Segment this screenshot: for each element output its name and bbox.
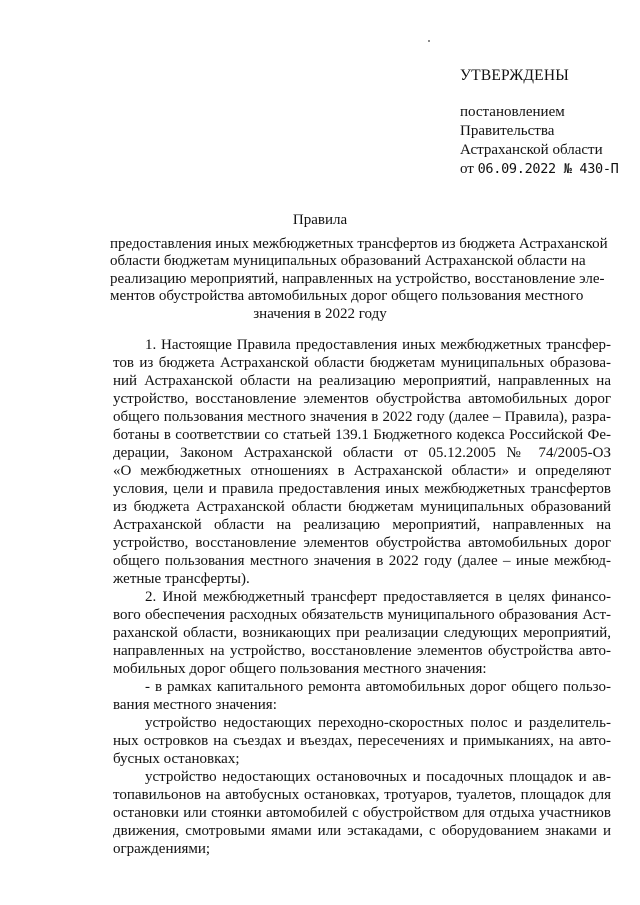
paragraph-line: остановки или стоянки автомобилей с обустройством для отдыха участников — [113, 805, 611, 821]
paragraph-line: ботаны в соответствии со статьей 139.1 Бюджетного кодекса Российской Фе- — [113, 427, 611, 443]
paragraph-line: общего пользования местного значения в 2022 году (далее – Правила), разра- — [113, 409, 611, 425]
document-title — [110, 212, 608, 324]
paragraph-line: бусных остановках; — [113, 751, 240, 767]
paragraph-line: устройство, восстановление элементов обустройства автомобильных дорог — [113, 391, 611, 407]
title-line: ментов обустройства автомобильных дорог общего пользования местного — [110, 288, 584, 305]
paragraph-line: Астраханской области на реализацию мероприятий, направленных на — [113, 517, 611, 533]
paragraph-line: вания местного значения: — [113, 697, 277, 713]
title-line: реализацию мероприятий, направленных на устройство, восстановление эле- — [110, 270, 605, 287]
paragraph-line: тов из бюджета Астраханской области бюджетам муниципальных образова- — [113, 355, 611, 371]
paragraph-line: ных островков на съездах и въездах, пересечениях и примыканиях, на авто- — [113, 733, 611, 749]
approval-heading: УТВЕРЖДЕНЫ — [460, 67, 569, 84]
paragraph-line: направленных на устройство, восстановление элементов обустройства авто- — [113, 643, 611, 659]
title-line: значения в 2022 году — [253, 305, 387, 322]
paragraph-line: «О межбюджетных отношениях в Астраханской области» и определяют — [113, 463, 611, 479]
document-body — [113, 336, 611, 858]
approval-line-3: Астраханской области — [460, 142, 603, 158]
paragraph-line: устройство недостающих остановочных и посадочных площадок и ав- — [145, 769, 611, 785]
paragraph-line: движения, смотровыми ямами или эстакадами, с оборудованием знаками и — [113, 823, 611, 839]
approval-date-stamp: 06.09.2022 № 430-П — [477, 161, 619, 177]
approval-date-line — [460, 160, 635, 179]
paragraph-line: из бюджета Астраханской области бюджетам муниципальных образований — [113, 499, 611, 515]
approval-line-2: Правительства — [460, 123, 555, 139]
paragraph-line: дерации, Законом Астраханской области от 05.12.2005 № 74/2005-ОЗ — [113, 445, 611, 461]
paragraph-line: общего пользования местного значения в 2022 году (далее – иные межбюд- — [113, 553, 611, 569]
title-line: предоставления иных межбюджетных трансфертов из бюджета Астраханской — [110, 235, 608, 252]
paragraph-line: устройство, восстановление элементов обустройства автомобильных дорог — [113, 535, 611, 551]
paragraph-line: раханской области, возникающих при реализации следующих мероприятий, — [113, 625, 611, 641]
title-line: области бюджетам муниципальных образований Астраханской области на — [110, 253, 586, 270]
paragraph-line: ограждениями; — [113, 841, 211, 857]
paragraph-line: мобильных дорог общего пользования местного значения: — [113, 661, 487, 677]
title-main: Правила — [292, 212, 348, 228]
paragraph-line: 2. Иной межбюджетный трансферт предоставляется в целях финансо- — [145, 589, 611, 605]
paragraph-line: жетные трансферты). — [113, 571, 250, 587]
paragraph-line: устройство недостающих переходно-скоростных полос и разделитель- — [145, 715, 611, 731]
scan-speck — [428, 40, 430, 42]
paragraph-line: топавильонов на автобусных остановках, тротуаров, туалетов, площадок для — [113, 787, 611, 803]
paragraph-line: условия, цели и правила предоставления иных межбюджетных трансфертов — [113, 481, 611, 497]
approval-date-prefix: от — [460, 161, 474, 177]
approval-line-1: постановлением — [460, 104, 565, 120]
approval-block — [460, 66, 635, 179]
paragraph-line: вого обеспечения расходных обязательств муниципального образования Аст- — [113, 607, 611, 623]
paragraph-line: ний Астраханской области на реализацию мероприятий, направленных на — [113, 373, 611, 389]
paragraph-line: 1. Настоящие Правила предоставления иных межбюджетных трансфер- — [145, 337, 611, 353]
paragraph-line: - в рамках капитального ремонта автомобильных дорог общего пользо- — [145, 679, 611, 695]
